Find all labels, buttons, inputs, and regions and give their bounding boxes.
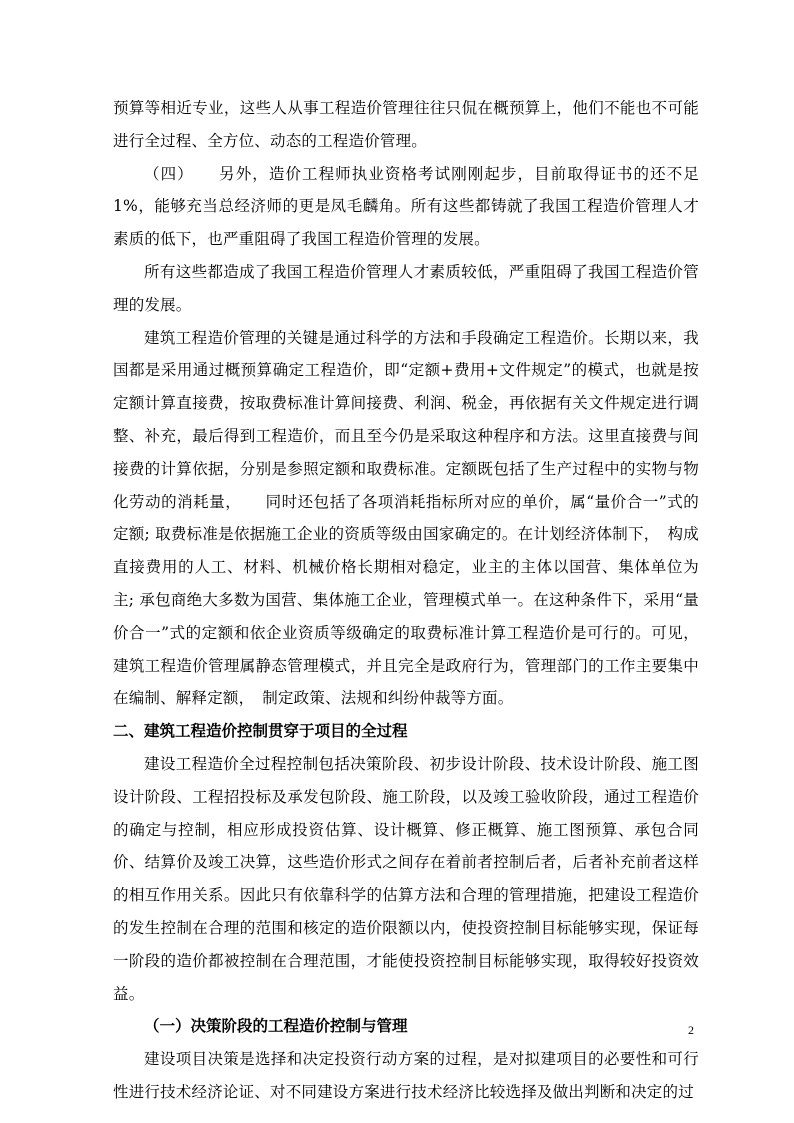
paragraph-summary: 所有这些都造成了我国工程造价管理人才素质较低，严重阻碍了我国工程造价管理的发展。 (113, 262, 699, 314)
paragraph-decision-stage: 建设项目决策是选择和决定投资行动方案的过程，是对拟建项目的必要性和可行性进行技术经济论证、对不同建设方案进行技术经济比较选择及做出判断和决定的过 (113, 1050, 699, 1101)
paragraph-cost-management-key: 建筑工程造价管理的关键是通过科学的方法和手段确定工程造价。长期以来，我国都是采用通过概预算确定工程造价，即“定额+费用+文件规定”的模式，也就是按定额计算直接费，按取费标准计算间接费、利润、税金，再依据有关文件规定进行调整、补充，最后得到工程造价，而且至今仍是采取这种程序和方法。这里直接费与间接费的计算依据，分别是参照定额和取费标准。定额既包括了生产过程中的实物与物化劳动的消耗量， 同时还包括了各项消耗指标所对应的单价，属“量价合一”式的定额; 取费标准是依据施工企业的资质等级由国家确定的。在计划经济体制下， 构成直接费用的人工、材料、机械价格长期相对稳定，业主的主体以国营、集体单位为主; 承包商绝大多数为国营、集体施工企业，管理模式单一。在这种条件下，采用“量价合一”式的定额和依企业资质等级确定的取费标准计算工程造价是可行的。可见，建筑工程造价管理属静态管理模式，并且完全是政府行为，管理部门的工作主要集中在编制、解释定额， 制定政策、法规和纠纷仲裁等方面。 (113, 328, 699, 708)
section-heading-two: 二、建筑工程造价控制贯穿于项目的全过程 (113, 722, 408, 741)
paragraph-whole-process-control: 建设工程造价全过程控制包括决策阶段、初步设计阶段、技术设计阶段、施工图设计阶段、工程招投标及承发包阶段、施工阶段，以及竣工验收阶段，通过工程造价的确定与控制，相应形成投资估算、设计概算、修正概算、施工图预算、承包合同价、结算价及竣工决算，这些造价形式之间存在着前者控制后者，后者补充前者这样的相互作用关系。因此只有依靠科学的估算方法和合理的管理措施，把建设工程造价的发生控制在合理的范围和核定的造价限额以内，使投资控制目标能够实现，保证每一阶段的造价都被控制在合理范围，才能使投资控制目标能够实现，取得较好投资效益。 (113, 754, 699, 1003)
subsection-heading-decision-stage: （一）决策阶段的工程造价控制与管理 (144, 1017, 408, 1036)
paragraph-continuation: 预算等相近专业，这些人从事工程造价管理往往只侃在概预算上，他们不能也不可能进行全过程、全方位、动态的工程造价管理。 (113, 99, 699, 150)
document-body (113, 92, 699, 1109)
paragraph-item-four: （四） 另外，造价工程师执业资格考试刚刚起步，目前取得证书的还不足1%，能够充当总经济师的更是凤毛麟角。所有这些都铸就了我国工程造价管理人才素质的低下，也严重阻碍了我国工程造价管理的发展。 (113, 164, 699, 249)
page-number: 2 (688, 1023, 694, 1037)
